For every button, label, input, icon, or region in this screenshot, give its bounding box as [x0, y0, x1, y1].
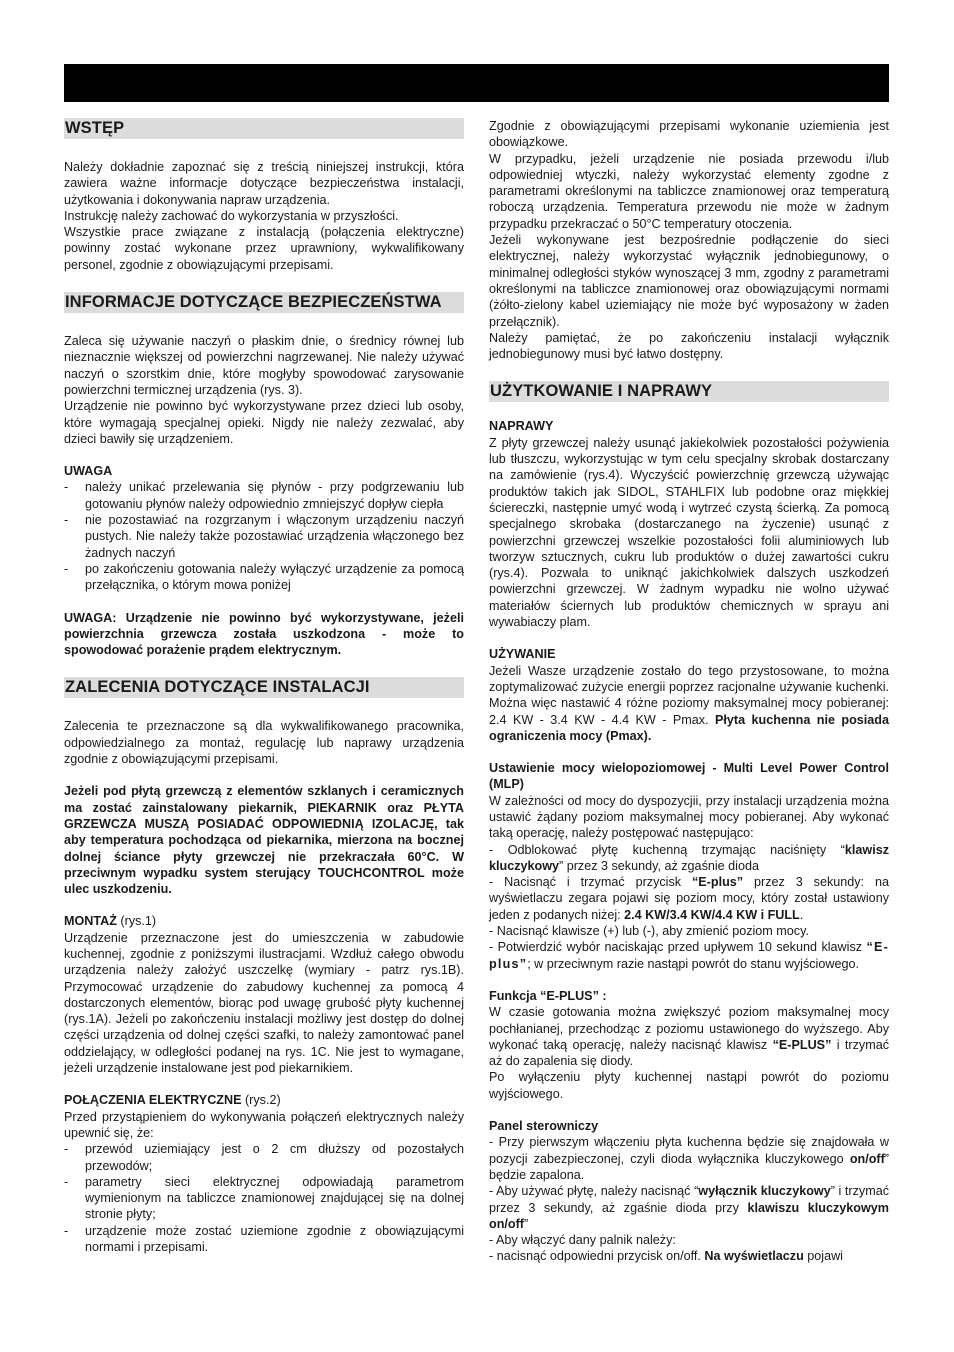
mlp-step-2	[489, 874, 889, 923]
eplus-p1-b: “E-PLUS”	[772, 1037, 832, 1052]
uzywanie-text	[489, 663, 889, 744]
uwaga-list	[64, 479, 464, 593]
list-item: - parametry sieci elektrycznej odpowiadają parametrom wymienionym na tabliczce znamionowej znajdującej się na dolnej stronie płyty;	[64, 1174, 464, 1223]
list-item: - nie pozostawiać na rozgrzanym i włączonym urządzeniu naczyń pustych. Nie należy także pozostawiać urządzenia włączonego bez żadnych naczyń	[64, 512, 464, 561]
panel-paragraph-3: - Aby włączyć dany palnik należy:	[489, 1233, 676, 1248]
eplus-title: Funkcja “E-PLUS” :	[489, 988, 607, 1003]
elec-title: POŁĄCZENIA ELEKTRYCZNE	[64, 1093, 242, 1108]
panel-p2-a: - Aby używać płytę, należy nacisnąć “	[489, 1184, 699, 1199]
section-heading-wstep: WSTĘP	[64, 118, 464, 139]
elec-ref: (rys.2)	[241, 1093, 281, 1108]
mlp-step-1-b: klawisz kluczykowy	[489, 842, 889, 873]
safety-paragraph-2: Urządzenie nie powinno być wykorzystywane przez dzieci lub osoby, które wymagają specjalnej opieki. Nigdy nie należy zezwalać, aby dzieci bawiły się urządzeniem.	[64, 399, 464, 446]
mlp-step-3: - Nacisnąć klawisze (+) lub (-), aby zmienić poziom mocy.	[489, 924, 809, 939]
install-oven-note: Jeżeli pod płytą grzewczą z elementów szklanych i ceramicznych ma zostać zainstalowany piekarnik, PIEKARNIK oraz PŁYTA GRZEWCZA MUSZĄ POSIADAĆ ODPOWIEDNIĄ IZOLACJĘ, tak aby temperatura pochodząca od piekarnika, mierzona na bocznej dolnej ściance płyty grzewczej nie przekraczała 60°C. W przeciwnym wypadku system sterujący TOUCHCONTROL może ulec uszkodzeniu.	[64, 784, 464, 897]
naprawy-text: Z płyty grzewczej należy usunąć jakiekolwiek pozostałości pożywienia lub tłuszczu, wykorzystując w tym celu specjalny skrobak dostarczany na zamówienie (rys.4). Wyczyścić powierzchnię grzewczą używając produktów takich jak SIDOL, STAHLFIX lub podobne oraz miękkiej ściereczki, następnie umyć wodą i wytrzeć czystą ścierką. Za pomocą specjalnego skrobaka (dostarczanego na życzenie) usunąć z powierzchni grzewczej wszelkie pozostałości folii aluminiowych lub tworzyw sztucznych, cukru lub produktów o dużej zawartości cukru (rys.4). Pozwala to uniknąć jakichkolwiek dalszych uszkodzeń powierzchni grzewczej. W żadnym wypadku nie wolno używać materiałów ściernych lub produktów chemicznych w sprayu ani wywabiaczy plam.	[489, 435, 889, 630]
mlp-intro: W zależności od mocy do dyspozycjii, przy instalacji urządzenia można ustawić żądany poziom maksymalnej mocy pobieranej. Aby wykonać taką operację, należy postępować następująco:	[489, 793, 889, 841]
naprawy-title: NAPRAWY	[489, 419, 554, 434]
mlp-step-2-d: 2.4 KW/3.4 KW/4.4 KW i FULL	[624, 907, 800, 922]
list-item: - należy unikać przelewania się płynów - przy podgrzewaniu lub gotowaniu płynów należy odpowiednio zmniejszyć dopływ ciepła	[64, 479, 464, 512]
mlp-step-4-b: “E-plus”	[489, 940, 889, 971]
panel-p2-e: ”	[523, 1216, 529, 1231]
uzywanie-body: Jeżeli Wasze urządzenie zostało do tego przystosowane, to można zoptymalizować zużycie energii poprzez racjonalne używanie kuchenki. Można więc nastawić 4 różne poziomy maksymalnej mocy pobieranej: 2.4 KW - 3.4 KW - 4.4 KW - Pmax.	[489, 663, 889, 727]
montaz-ref: (rys.1)	[116, 914, 157, 929]
panel-p4-c: pojawi	[803, 1249, 843, 1264]
mlp-step-4-c: ; w przeciwnym razie nastąpi powrót do stanu wyjściowego.	[527, 956, 859, 971]
montaz-text: Urządzenie przeznaczone jest do umieszczenia w zabudowie kuchennej, zgodnie z poniższymi ilustracjami. Wzdłuż całego obwodu urządzenia należy założyć uszczelkę (wymiary - patrz rys.1B). Przymocować urządzenie do zabudowy kuchennej za pomocą 4 dostarczonych elementów, biorąc pod uwagę grubość płyty kuchennej (rys.1A). Jeżeli po zakończeniu instalacji możliwy jest dostęp do dolnej części urządzenia od dolnej części szafki, to należy zamontować panel oddzielający, w odległości podanej na rys. 1C. Nie jest to wymagane, jeżeli urządzenie instalowane jest pod piekarnikiem.	[64, 930, 464, 1076]
list-item: - przewód uziemiający jest o 2 cm dłuższy od pozostałych przewodów;	[64, 1141, 464, 1174]
elec-heading	[64, 1092, 464, 1108]
elec-list	[64, 1141, 464, 1255]
mlp-step-1-a: - Odblokować płytę kuchenną trzymając naciśnięty “	[489, 842, 845, 857]
panel-p2-d: klawiszu kluczykowym on/off	[489, 1200, 889, 1231]
wstep-paragraph-1: Należy dokładnie zapoznać się z treścią niniejszej instrukcji, która zawiera ważne informacje dotyczące bezpieczeństwa instalacji, użytkowania i dokonywania napraw urządzenia.	[64, 160, 464, 207]
uwaga-title: UWAGA	[64, 464, 113, 479]
uzywanie-bold: Płyta kuchenna nie posiada ograniczenia mocy (Pmax).	[489, 712, 889, 743]
wstep-paragraph-3: Wszystkie prace związane z instalacją (połączenia elektryczne) powinny zostać wykonane przez uprawniony, wykwalifikowany personel, zgodnie z obowiązującymi przepisami.	[64, 225, 464, 272]
panel-p2-c: ” i trzymać przez 3 sekundy, aż zgaśnie dioda przy	[489, 1184, 890, 1215]
panel-p1-c: ” będzie zapalona.	[489, 1151, 889, 1182]
safety-paragraph-1: Zaleca się używanie naczyń o płaskim dnie, o średnicy równej lub nieznacznie większej od powierzchni nagrzewanej. Nie należy używać naczyń o szorstkim dnie, które mogłyby spowodować zarysowanie powierzchni termicznej urządzenia (rys. 3).	[64, 334, 464, 397]
eplus-p1-a: W czasie gotowania można zwiększyć poziom maksymalnej mocy pochłanianej, przechodząc z poziomu ustawionego do wyższego. Aby wykonać taką operację, należy nacisnąć klawisz	[489, 1005, 889, 1052]
mlp-step-1	[489, 842, 889, 875]
mlp-step-2-b: “E-plus”	[691, 875, 744, 890]
mlp-step-2-a: - Nacisnąć i trzymać przycisk	[489, 875, 692, 890]
mlp-step-4-a: - Potwierdzić wybór naciskając przed upływem 10 sekund klawisz	[489, 940, 867, 955]
mlp-step-2-e: .	[799, 907, 804, 922]
montaz-heading	[64, 913, 464, 929]
header-bar	[64, 64, 889, 102]
panel-p1-a: - Przy pierwszym włączeniu płyta kuchenna będzie się znajdowała w pozycji zabezpieczonej, czyli dioda wyłącznika kluczykowego	[489, 1135, 889, 1166]
eplus-p1-c: i trzymać aż do zapalenia się diody.	[489, 1037, 890, 1069]
montaz-title: MONTAŻ	[64, 914, 117, 929]
panel-paragraph-1	[489, 1134, 889, 1183]
ground-paragraph-1: Zgodnie z obowiązującymi przepisami wykonanie uziemienia jest obowiązkowe.	[489, 119, 889, 150]
wstep-paragraph-2: Instrukcję należy zachować do wykorzystania w przyszłości.	[64, 208, 399, 223]
ground-paragraph-4: Należy pamiętać, że po zakończeniu instalacji wyłącznik jednobiegunowy musi być łatwo dostępny.	[489, 330, 889, 362]
section-heading-safety: INFORMACJE DOTYCZĄCE BEZPIECZEŃSTWA	[64, 292, 464, 313]
panel-paragraph-2	[489, 1183, 889, 1232]
mlp-step-2-c: przez 3 sekundy: na wyświetlaczu zegara pojawi się poziom mocy, który został ustawiony jeden z podanych niżej:	[489, 875, 889, 922]
eplus-paragraph-1	[489, 1004, 889, 1069]
install-paragraph-1: Zalecenia te przeznaczone są dla wykwalifikowanego pracownika, odpowiedzialnego za montaż, regulację lub naprawy urządzenia zgodnie z obowiązującymi przepisami.	[64, 719, 464, 767]
mlp-title: Ustawienie mocy wielopoziomowej - Multi Level Power Control (MLP)	[489, 761, 889, 792]
ground-paragraph-3: Jeżeli wykonywane jest bezpośrednie podłączenie do sieci elektrycznej, należy wykorzystać wyłącznik jednobiegunowy, o minimalnej odległości styków wynoszącej 3 mm, zgodny z parametrami określonymi na tabliczce znamionowej oraz obowiązującymi normami (żółto-zielony kabel uziemiający nie może być wyposażony w żaden przełącznik).	[489, 233, 889, 329]
mlp-step-1-c: ” przez 3 sekundy, aż zgaśnie dioda	[559, 858, 759, 873]
eplus-paragraph-2: Po wyłączeniu płyty kuchennej nastąpi powrót do poziomu wyjściowego.	[489, 1070, 889, 1101]
panel-p2-b: wyłącznik kluczykowy	[698, 1184, 831, 1199]
uzywanie-title: UŻYWANIE	[489, 647, 556, 662]
list-item: - urządzenie może zostać uziemione zgodnie z obowiązującymi normami i przepisami.	[64, 1223, 464, 1256]
elec-text: Przed przystąpieniem do wykonywania połączeń elektrycznych należy upewnić się, że:	[64, 1109, 464, 1140]
panel-p4-a: - nacisnąć odpowiedni przycisk on/off.	[489, 1249, 705, 1264]
panel-paragraph-4	[489, 1248, 889, 1264]
mlp-step-4	[489, 939, 889, 972]
ground-paragraph-2: W przypadku, jeżeli urządzenie nie posiada przewodu i/lub odpowiedniej wtyczki, należy wykorzystać elementy zgodne z parametrami określonymi na tabliczce znamionowej oraz temperaturą roboczą urządzenia. Temperatura przewodu nie może w żadnym przypadku przekraczać o 50°C temperatury otoczenia.	[489, 151, 889, 231]
safety-warning: UWAGA: Urządzenie nie powinno być wykorzystywane, jeżeli powierzchnia grzewcza została uszkodzona - może to spowodować porażenie prądem elektrycznym.	[64, 610, 464, 658]
right-column	[489, 118, 889, 1265]
panel-p4-b: Na wyświetlaczu	[704, 1249, 804, 1264]
left-column	[64, 118, 464, 1255]
section-heading-usage: UŻYTKOWANIE I NAPRAWY	[489, 381, 889, 402]
section-heading-install: ZALECENIA DOTYCZĄCE INSTALACJI	[64, 677, 464, 698]
panel-p1-b: on/off	[849, 1151, 885, 1166]
list-item: - po zakończeniu gotowania należy wyłączyć urządzenie za pomocą przełącznika, o którym mowa poniżej	[64, 561, 464, 594]
panel-title: Panel sterowniczy	[489, 1119, 599, 1134]
